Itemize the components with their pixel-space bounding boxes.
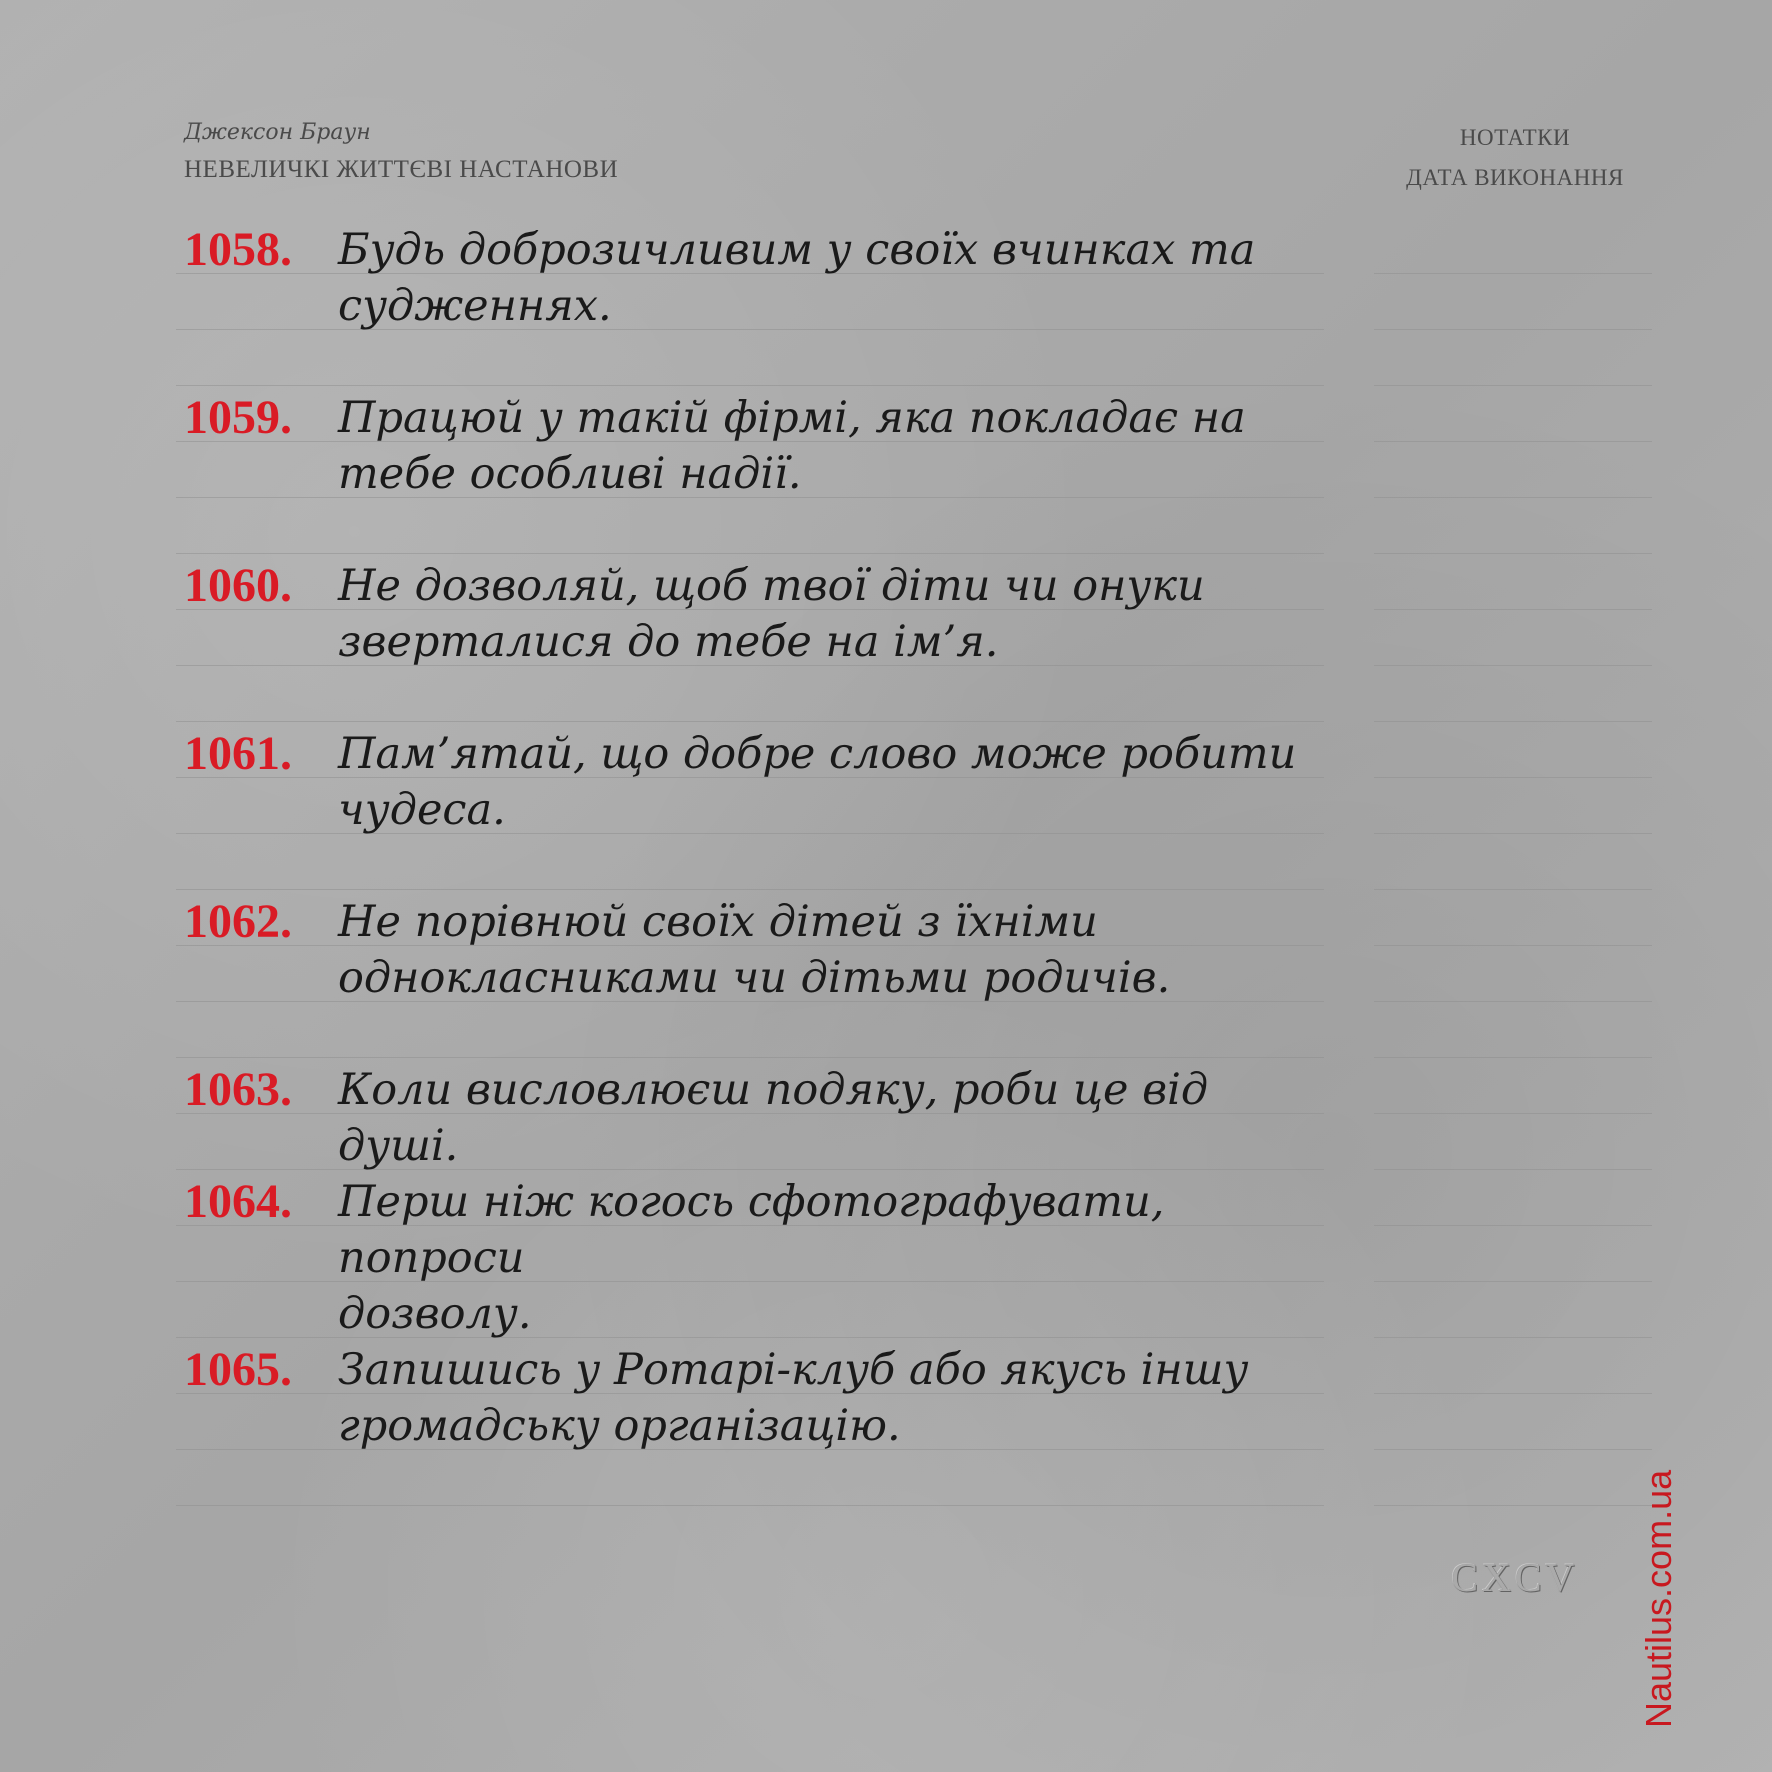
entry-line: однокласниками чи дітьми родичів. <box>338 953 1171 1003</box>
notes-line <box>1374 553 1652 554</box>
notes-line <box>1374 1169 1652 1170</box>
author-name: Джексон Браун <box>184 120 371 145</box>
entry-text <box>338 558 1338 670</box>
entry-number: 1065. <box>184 1343 292 1396</box>
book-title: НЕВЕЛИЧКІ ЖИТТЄВІ НАСТАНОВИ <box>184 156 619 183</box>
page-header-left <box>184 118 618 188</box>
entry-line: Коли висловлюєш подяку, роби це від душі. <box>338 1065 1209 1171</box>
notes-line <box>1374 441 1652 442</box>
entry-line: судженнях. <box>338 281 612 331</box>
notes-line <box>1374 833 1652 834</box>
notes-line <box>1374 1001 1652 1002</box>
notes-line <box>1374 1337 1652 1338</box>
entry-line: громадську організацію. <box>338 1401 901 1451</box>
entry-number: 1063. <box>184 1063 292 1116</box>
date-label: ДАТА ВИКОНАННЯ <box>1406 165 1624 190</box>
entry-line: Перш ніж когось сфотографувати, попроси <box>338 1177 1165 1283</box>
notes-line <box>1374 497 1652 498</box>
page-number: CXCV <box>1451 1555 1579 1600</box>
entry-number: 1064. <box>184 1175 292 1228</box>
entry-number: 1059. <box>184 391 292 444</box>
notes-line <box>1374 385 1652 386</box>
notes-line <box>1374 889 1652 890</box>
entry-line: Пам’ятай, що добре слово може робити <box>338 729 1297 779</box>
entry-line: тебе особливі надії. <box>338 449 802 499</box>
notes-line <box>1374 1449 1652 1450</box>
entry-number: 1062. <box>184 895 292 948</box>
entry-line: Будь доброзичливим у своїх вчинках та <box>338 225 1256 275</box>
ruled-line <box>176 889 1324 890</box>
notes-line <box>1374 273 1652 274</box>
ruled-line <box>176 553 1324 554</box>
entry-line: Працюй у такій фірмі, яка покладає на <box>338 393 1246 443</box>
page-header-right <box>1370 118 1660 198</box>
entry-text <box>338 894 1338 1006</box>
entry-line: дозволу. <box>338 1289 532 1339</box>
entry-number: 1060. <box>184 559 292 612</box>
entry-line: Не порівнюй своїх дітей з їхніми <box>338 897 1098 947</box>
notes-label: НОТАТКИ <box>1459 125 1571 150</box>
entry-line: Не дозволяй, щоб твої діти чи онуки <box>338 561 1205 611</box>
notes-line <box>1374 1505 1652 1506</box>
notes-line <box>1374 1393 1652 1394</box>
notes-line <box>1374 329 1652 330</box>
ruled-line <box>176 721 1324 722</box>
entry-text <box>338 222 1338 334</box>
notes-line <box>1374 1057 1652 1058</box>
entry-text <box>338 1174 1338 1342</box>
notes-line <box>1374 1113 1652 1114</box>
ruled-line <box>176 385 1324 386</box>
entry-line: чудеса. <box>338 785 506 835</box>
notes-line <box>1374 945 1652 946</box>
ruled-line <box>176 1057 1324 1058</box>
notes-line <box>1374 1225 1652 1226</box>
notes-line <box>1374 721 1652 722</box>
notes-line <box>1374 777 1652 778</box>
entry-line: Запишись у Ротарі-клуб або якусь іншу <box>338 1345 1249 1395</box>
entry-text <box>338 1342 1338 1454</box>
entry-line: зверталися до тебе на ім’я. <box>338 617 999 667</box>
entry-number: 1058. <box>184 223 292 276</box>
entry-number: 1061. <box>184 727 292 780</box>
ruled-line <box>176 1505 1324 1506</box>
publisher-watermark: Nautilus.com.ua <box>1638 1469 1679 1728</box>
entry-text <box>338 1062 1338 1174</box>
notes-line <box>1374 665 1652 666</box>
notes-line <box>1374 1281 1652 1282</box>
notes-line <box>1374 609 1652 610</box>
entry-text <box>338 726 1338 838</box>
entry-text <box>338 390 1338 502</box>
